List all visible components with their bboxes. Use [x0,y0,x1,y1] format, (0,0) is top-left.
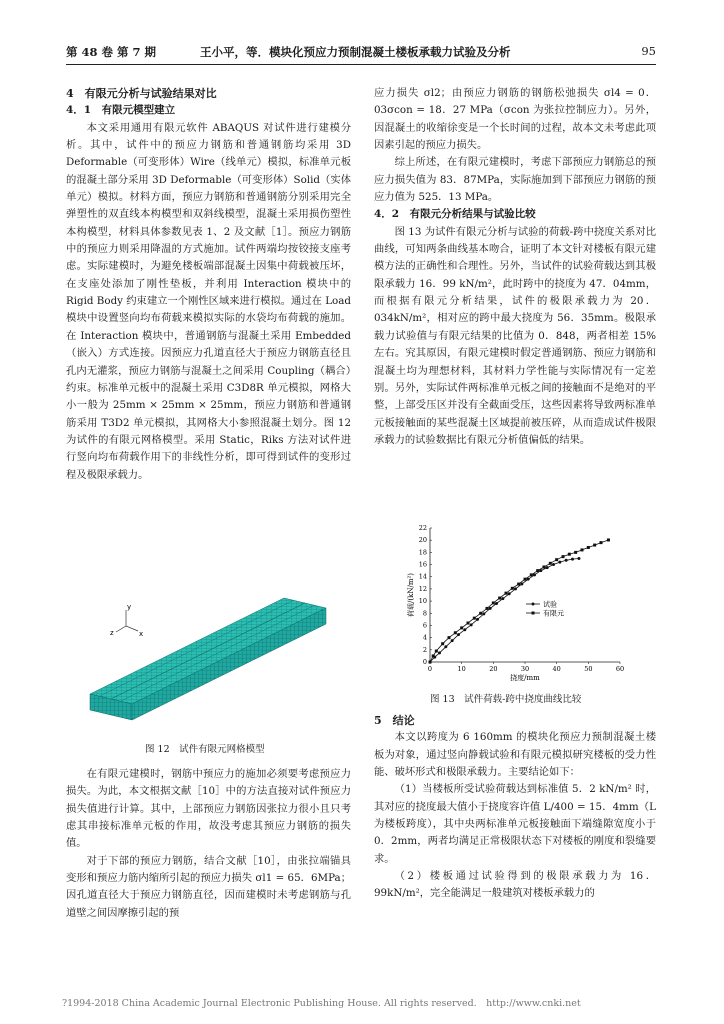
x-tick-label: 40 [552,665,561,673]
axis-x-label: x [139,630,144,638]
data-point-fem [498,597,501,600]
page-number: 95 [641,44,656,58]
y-tick-label: 16 [418,560,427,569]
left-column [66,85,351,484]
data-point-fem [492,601,495,604]
data-point-fem [517,583,520,586]
data-point-test [552,563,555,566]
section-4-2-heading: 4．2 有限元分析结果与试验比较 [374,208,536,221]
copyright-footer: ?1994-2018 China Academic Journal Electronic Publishing House. All rights reserved. http://www.cnki.net [62,998,581,1009]
data-point-fem [524,578,527,581]
section-4-heading: 4 有限元分析与试验结果对比 [66,87,217,100]
paragraph-fe-model: 本文采用通用有限元软件 ABAQUS 对试件进行建模分析。其中，试件中的预应力钢筋和普通钢筋均采用 3D Deformable（可变形体）Wire（线单元）模拟，标准单元板的混凝土部分采用 3D Deformable（可变形体）Solid（实体单元）模拟。材料方面，预应力钢筋和普通钢筋分别采用完全弹塑性的双直线本构模型和双斜线模型，混凝土采用损伤塑性本构模型，材料具体参数见表 1、2 及文献［1］。预应力钢筋中的预应力则采用降温的方式施加。试件两端均按铰接支座考虑。实际建模时，为避免楼板端部混凝土因集中荷载被压坏，在支座处添加了刚性垫板，并利用 Interaction 模块中的 Rigid Body 约束建立一个刚性区域来进行模拟。通过在 Load 模块中设置竖向均布荷载来模拟实际的水袋均布荷载的施加。在 Interaction 模块中，普通钢筋与混凝土采用 Embedded（嵌入）方式连接。因预应力孔道直径大于预应力钢筋直径且孔内无灌浆，预应力钢筋与混凝土之间采用 Coupling（耦合）约束。标准单元板中的混凝土采用 C3D8R 单元模拟，网格大小一般为 25mm × 25mm × 25mm，预应力钢筋和普通钢筋采用 T3D2 单元模拟，其网格大小参照混凝土划分。图 12 为试件的有限元网格模型。采用 Static，Riks 方法对试件进行竖向均布荷载作用下的非线性分析，即可得到试件的变形过程及极限承载力。 [66,121,351,481]
header-rule [66,64,656,65]
data-point-fem [600,541,603,544]
x-tick-label: 60 [615,665,625,673]
data-point-fem [511,587,514,590]
y-tick-label: 8 [422,609,427,618]
y-tick-label: 14 [418,572,427,581]
paragraph-conclusion-intro: 本文以跨度为 6 160mm 的模块化预应力预制混凝土楼板为对象，通过竖向静载试验和有限元模拟研究楼板的受力性能、破坏形式和极限承载力。主要结论如下： [374,731,656,779]
paragraph-conclusion-1: （1）当楼板所受试验荷载达到标准值 5．2 kN/m² 时，其对应的挠度最大值小于挠度容许值 L/400 = 15．4mm（L 为楼板跨度），其中央两标准单元板接触面下端缝隙宽度小于 0．2mm，两者均满足正常极限状态下对楼板的刚度和裂缝要求。 [374,783,656,865]
x-tick-label: 0 [427,665,433,673]
data-point-fem [454,631,457,634]
data-point-fem [536,569,539,572]
data-point-fem [562,555,565,558]
data-point-fem [448,636,451,639]
data-point-fem [486,607,489,610]
data-point-test [476,618,479,621]
data-point-fem [530,573,533,576]
data-point-test [451,639,454,642]
data-point-test [508,592,511,595]
figure-13-caption: 图 13 试件荷载-跨中挠度曲线比较 [430,694,582,705]
series-line-1 [430,540,608,662]
running-title: 王小平，等．模块化预应力预制混凝土楼板承载力试验及分析 [200,45,511,59]
data-point-test [565,559,568,562]
data-point-test [495,602,498,605]
legend-label: 试验 [543,600,557,609]
y-tick-label: 6 [422,621,427,630]
section-4-1-heading: 4．1 有限元模型建立 [66,104,176,117]
figure-13-load-deflection-chart [406,522,628,684]
paragraph-comparison: 图 13 为试件有限元分析与试验的荷载-跨中挠度关系对比曲线，可知两条曲线基本吻合，证明了本文针对楼板有限元建模方法的正确性和合理性。另外，当试件的试验荷载达到其极限承载力 16．99 kN/m²，此时跨中的挠度为 47．04mm，而根据有限元分析结果，试件的极限承载力为 20．034kN/m²，相对应的跨中最大挠度为 56．35mm。极限承载力试验值与有限元结果的比值为 0．848，两者相差 15% 左右。究其原因，有限元建模时假定普通钢筋、预应力钢筋和混凝土均为理想材料，其材料力学性能与实际情况有一定差别。另外，实际试件两标准单元板之间的接触面不是绝对的平整，上部受压区并没有全截面受压，这些因素将导致两标准单元板接触面的某些混凝土区域提前被压碎，从而造成试件极限承载力的试验数据比有限元分析值偏低的结果。 [374,225,656,446]
data-point-fem [479,612,482,615]
data-point-test [514,587,517,590]
data-point-fem [429,661,432,664]
right-column-lower [374,712,656,903]
data-point-test [489,607,492,610]
legend-marker-square [532,612,535,615]
data-point-test [571,558,574,561]
section-5-heading: 5 结论 [374,714,415,727]
data-point-fem [581,548,584,551]
data-point-test [438,651,441,654]
y-tick-label: 22 [418,524,427,532]
data-point-fem [555,558,558,561]
data-point-test [444,645,447,648]
y-tick-label: 2 [422,645,427,654]
data-point-fem [543,565,546,568]
paragraph-loss-continued: 应力损失 σl2；由预应力钢筋的钢筋松弛损失 σl4 = 0．03σcon = 18．27 MPa（σcon 为张拉控制应力）。另外，因混凝土的收缩徐变是一个长时间的过程，故本文未考虑此项因素引起的预应力损失。 [374,87,656,152]
axis-z-label: z [110,629,114,637]
y-tick-label: 10 [418,597,427,606]
data-point-fem [432,654,435,657]
data-point-fem [441,642,444,645]
data-point-test [546,566,549,569]
data-point-test [501,597,504,600]
data-point-test [482,612,485,615]
data-point-test [558,561,561,564]
data-point-test [470,623,473,626]
paragraph-lower-tendon: 对于下部的预应力钢筋，结合文献［10］，由张拉端锚具变形和预应力筋内缩所引起的预应力损失 σl1 = 65．6MPa；因孔道直径大于预应力钢筋直径，因而建模时未考虑钢筋与孔道壁之间因摩擦引起的预 [66,854,351,919]
right-column [374,85,656,449]
y-axis-title: 荷载/(kN/m²) [407,573,415,617]
journal-issue: 第 48 卷 第 7 期 [66,45,157,59]
x-tick-label: 20 [489,665,498,673]
data-point-fem [607,538,610,541]
data-point-fem [568,553,571,556]
data-point-fem [505,592,508,595]
x-tick-label: 10 [457,665,466,673]
figure-12-caption: 图 12 试件有限元网格模型 [145,744,265,755]
data-point-fem [587,546,590,549]
x-tick-label: 30 [520,665,530,673]
paragraph-prestress-loss: 在有限元建模时，钢筋中预应力的施加必须要考虑预应力损失。为此，本文根据文献［10］中的方法直接对试件预应力损失值进行计算。其中，上部预应力钢筋因张拉力很小且只考虑其串接标准单元板的作用，故没考虑其预应力钢筋的损失值。 [66,768,351,850]
slab-mesh [90,598,326,720]
data-point-fem [473,617,476,620]
y-tick-label: 12 [418,584,427,593]
data-point-test [520,583,523,586]
y-tick-label: 0 [422,658,427,666]
y-tick-label: 4 [422,633,427,642]
legend-label: 有限元 [543,609,564,618]
data-point-test [457,633,460,636]
data-point-fem [435,650,438,653]
data-point-fem [549,562,552,565]
data-point-test [463,628,466,631]
figure-12-mesh-model [86,594,331,724]
data-point-fem [460,626,463,629]
data-point-test [577,557,580,560]
paragraph-summary-loss: 综上所述，在有限元建模时，考虑下部预应力钢筋总的预应力损失值为 83．87MPa，实际施加到下部预应力钢筋的预应力值为 525．13 MPa。 [374,156,656,204]
data-point-fem [574,551,577,554]
legend-marker-circle [532,603,535,606]
axis-y-label: y [127,603,132,611]
x-tick-label: 50 [584,665,593,673]
running-header [66,44,656,64]
axis-triad [110,603,143,638]
data-point-fem [467,622,470,625]
data-point-fem [593,544,596,547]
paragraph-conclusion-2: （2）楼板通过试验得到的极限承载力为 16．99kN/m²，完全能满足一般建筑对楼板承载力的 [374,870,656,900]
y-tick-label: 18 [418,548,427,557]
x-axis-title: 挠度/mm [510,674,540,682]
left-column-lower [66,766,351,922]
y-tick-label: 20 [418,536,427,545]
